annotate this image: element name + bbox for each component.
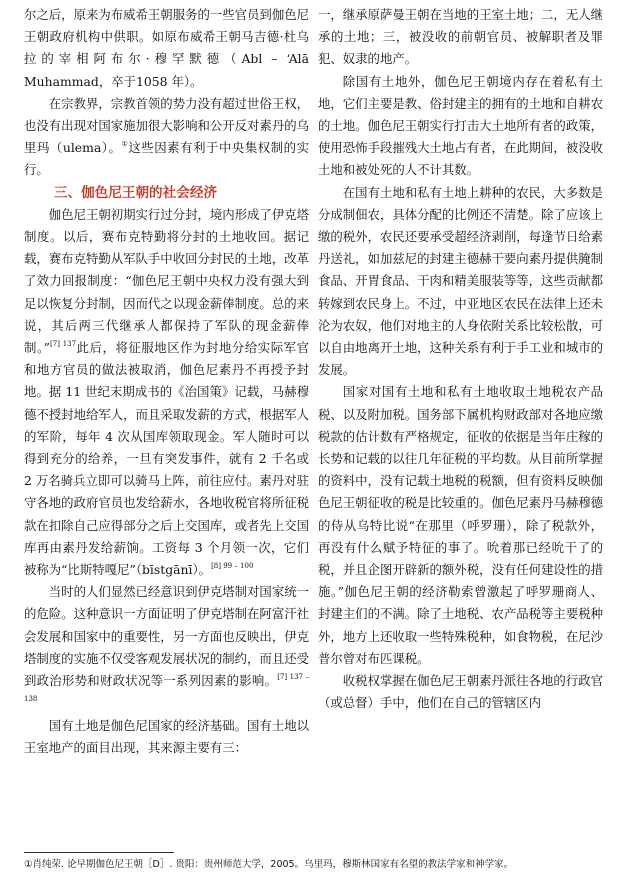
- paragraph-text: 此后，将征服地区作为封地分给实际军官和地方官员的做法被取消，伽色尼素丹不再授予封地。据 11 世纪末期成书的《治国策》记载，马赫穆德不授封地给军人，而且采取发薪的方式，根据军人的军阶，每年 4 次从国库领取现金。军人随时可以得到充分的给养，一旦有突发事件，就有 2 千名或 2 万名骑兵立即可以骑马上阵，前往应付。素丹对驻守各地的政府官员也发给薪水，各地收税官将所征税款在扣除自己应得部分之后上交国库，或者先上交国库再由素丹发给薪饷。工资每 3 个月领一次，它们被称为“比斯特嘎尼”（bīstgānī）。: [24, 340, 309, 578]
- paragraph: [24, 93, 309, 182]
- paragraph: 一，继承原萨曼王朝在当地的王室土地；二，无人继承的土地；三，被没收的前朝官员、被解职者及罪犯、奴隶的地产。: [318, 7, 603, 67]
- footnote-divider: [24, 852, 174, 853]
- left-column: [24, 4, 309, 759]
- paragraph-text: 当时的人们显然已经意识到伊克塔制对国家统一的危险。这种意识一方面证明了伊克塔制在阿富汗社会发展和国家中的重要性，另一方面也反映出，伊克塔制度的实施不仅受客观发展状况的制约，而且还受到政治形势和财政状况等一系列因素的影响。: [24, 584, 309, 689]
- paragraph: [24, 204, 309, 581]
- footnote-marker: ①: [121, 140, 129, 149]
- paragraph: 收税权掌握在伽色尼王朝素丹派往各地的行政官（或总督）手中，他们在自己的管辖区内: [318, 673, 603, 711]
- paragraph: 除国有土地外，伽色尼王朝境内存在着私有土地，它们主要是教、俗封建主的拥有的土地和自耕农的土地。伽色尼王朝实行打击大土地所有者的政策，使用恐怖手段摧残大土地占有者，在此期间，被没收土地和被处死的人不计其数。: [318, 73, 603, 178]
- citation-ref: [7] 137 – 138: [24, 673, 310, 704]
- paragraph: 国有土地是伽色尼国家的经济基础。国有土地以王室地产的面目出现，其来源主要有三：: [24, 717, 309, 755]
- paragraph: 尔之后，原来为布威希王朝服务的一些官员到伽色尼王朝政府机构中供职。如原布威希王朝马吉德·杜乌拉的宰相阿布尔·穆罕默德（Abl – ‘Alā Muhammad，卒于1058 年）。: [24, 7, 309, 89]
- footnote: ①肖纯荣. 论早期伽色尼王朝［D］. 贵阳：贵州师范大学，2005。乌里玛，穆斯林国家有名望的教法学家和神学家。: [24, 859, 514, 870]
- citation-ref: [7] 137: [50, 340, 77, 349]
- paragraph: [24, 581, 309, 714]
- paragraph-text: 这些因素有利于中央集权制的实行。: [24, 140, 310, 178]
- right-column: [318, 4, 603, 715]
- citation-ref: [8] 99 – 100: [211, 562, 254, 571]
- paragraph-text: 伽色尼王朝初期实行过分封，境内形成了伊克塔制度。以后，赛布克特勤将分封的土地收回。据记载，赛布克特勤从军队手中收回分封民的土地，改革了效力回报制度：“伽色尼王朝中央权力没有强大到足以恢复分封制，因而代之以现金薪俸制度。总的来说，其后两三代继承人都保持了军队的现金薪俸制。”: [24, 206, 309, 356]
- section-heading: 三、伽色尼王朝的社会经济: [53, 184, 218, 201]
- paragraph: 在国有土地和私有土地上耕种的农民，大多数是分成制佃农，具体分配的比例还不清楚。除了应该上缴的税外，农民还要承受超经济剥削，每逢节日给素丹送礼，如加兹尼的封建主德赫干要向素丹提供腌制食品、开胃食品、干肉和精美服装等等，这些贡献都转嫁到农民身上。不过，中亚地区农民在法律上还未沦为农奴，他们对地主的人身依附关系比较松散，可以自由地离开土地，这种关系有利于手工业和城市的发展。: [318, 184, 603, 378]
- paragraph: 国家对国有土地和私有土地收取土地税农产品税、以及附加税。国务部下属机构财政部对各地应缴税款的估计数有严格规定，征收的依据是当年庄稼的长势和记载的以往几年征税的平均数。从目前所掌握的资料中，没有记载土地税的税额，但有资料反映伽色尼王朝征收的税是比较重的。伽色尼素丹马赫穆德的侍从乌特比说“在那里（呼罗珊），除了税款外，再没有什么赋予特征的事了。吮着那已经吮干了的税，并且企图开辟新的额外税，没有任何建设性的措施。”伽色尼王朝的经济勒索曾激起了呼罗珊商人、封建主们的不满。除了土地税、农产品税等主要税种外，地方上还收取一些特殊税种，如食物税，在尼沙普尔曾对布匹课税。: [318, 384, 603, 666]
- paragraph-text: 在宗教界，宗教首领的势力没有超过世俗王权，也没有出现对国家施加很大影响和公开反对素丹的乌里玛（ulema）。: [24, 95, 309, 156]
